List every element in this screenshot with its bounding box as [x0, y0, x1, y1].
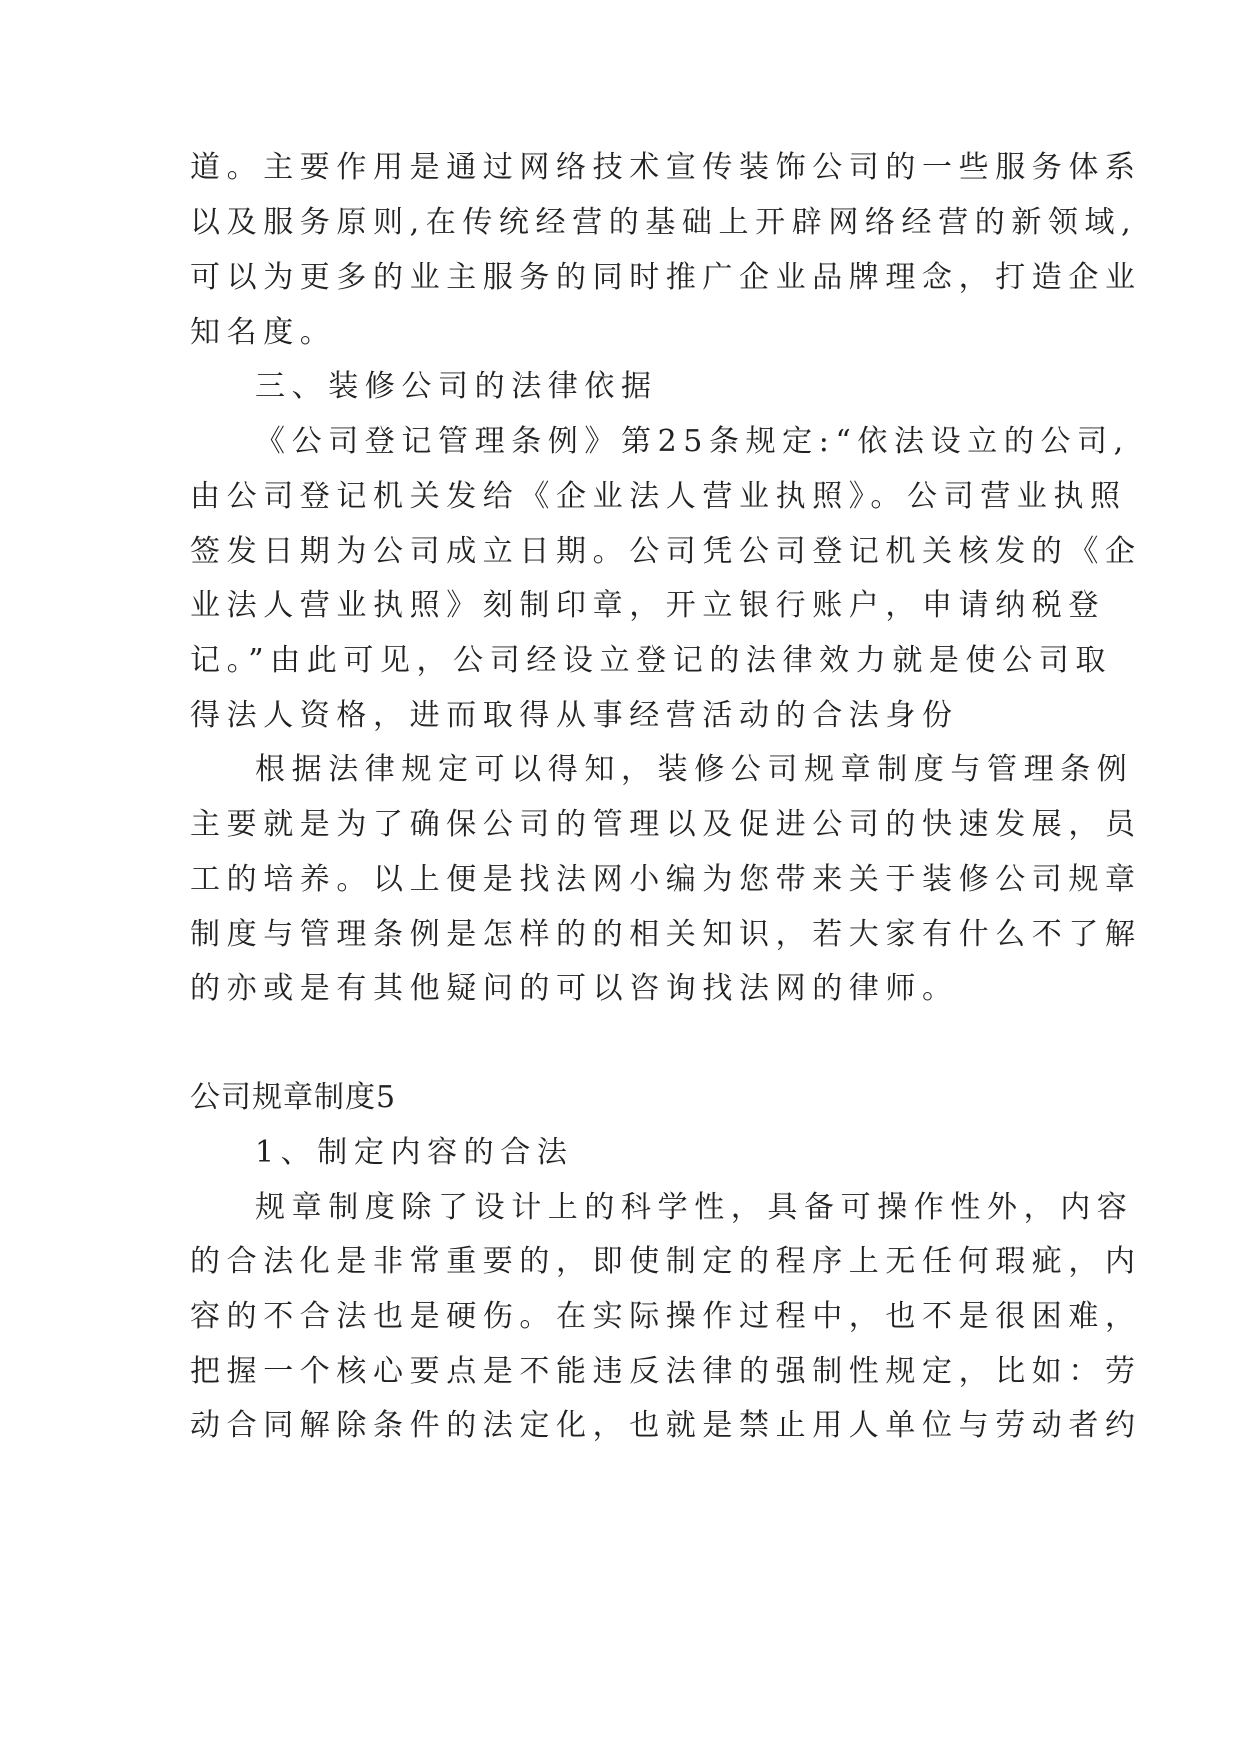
text-line: 制度与管理条例是怎样的的相关知识，若大家有什么不了解 [190, 917, 1142, 952]
text-line: 《公司登记管理条例》第25条规定:“依法设立的公司, [255, 424, 1130, 459]
text-line: 动合同解除条件的法定化，也就是禁止用人单位与劳动者约 [190, 1408, 1142, 1443]
text-line: 的亦或是有其他疑问的可以咨询找法网的律师。 [190, 971, 959, 1006]
text-line: 道。主要作用是通过网络技术宣传装饰公司的一些服务体系 [190, 150, 1142, 185]
text-line: 记。”由此可见，公司经设立登记的法律效力就是使公司取 [190, 643, 1112, 678]
text-line: 业法人营业执照》刻制印章，开立银行账户，申请纳税登 [190, 588, 1105, 623]
text-line: 签发日期为公司成立日期。公司凭公司登记机关核发的《企 [190, 534, 1142, 569]
text-line: 由公司登记机关发给《企业法人营业执照》。公司营业执照 [190, 479, 1127, 514]
text-line: 主要就是为了确保公司的管理以及促进公司的快速发展，员 [190, 807, 1142, 842]
section-heading: 三、装修公司的法律依据 [255, 369, 658, 404]
section-title: 公司规章制度5 [190, 1080, 397, 1115]
text-line: 根据法律规定可以得知，装修公司规章制度与管理条例 [255, 752, 1134, 787]
text-line: 容的不合法也是硬伤。在实际操作过程中，也不是很困难， [190, 1299, 1142, 1334]
text-line: 可以为更多的业主服务的同时推广企业品牌理念，打造企业 [190, 260, 1142, 295]
text-line: 以及服务原则,在传统经营的基础上开辟网络经营的新领域, [190, 205, 1138, 240]
text-line: 工的培养。以上便是找法网小编为您带来关于装修公司规章 [190, 862, 1142, 897]
text-line: 规章制度除了设计上的科学性，具备可操作性外，内容 [255, 1190, 1134, 1225]
text-line: 得法人资格，进而取得从事经营活动的合法身份 [190, 698, 959, 733]
text-line: 知名度。 [190, 315, 337, 350]
text-line: 的合法化是非常重要的，即使制定的程序上无任何瑕疵，内 [190, 1244, 1142, 1279]
text-line: 把握一个核心要点是不能违反法律的强制性规定，比如：劳 [190, 1354, 1142, 1389]
subsection-heading: 1、制定内容的合法 [255, 1135, 574, 1170]
